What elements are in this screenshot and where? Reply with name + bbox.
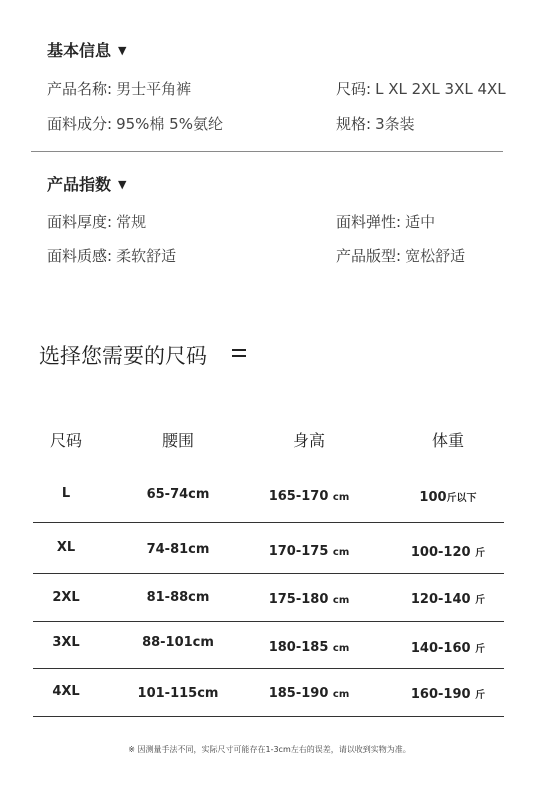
size-chart-heading: 选择您需要的尺码 — [39, 344, 207, 368]
weight-range: 100-120 — [410, 545, 471, 560]
cell-height — [249, 640, 369, 655]
product-name-label: 产品名称: — [47, 80, 113, 98]
cell-waist: 65-74cm — [146, 487, 210, 502]
thickness-attr — [47, 211, 146, 232]
row-divider — [33, 522, 504, 523]
triangle-down-icon: ▼ — [118, 178, 127, 191]
product-index-title-text: 产品指数 — [47, 175, 112, 194]
cell-height — [249, 686, 369, 701]
cell-height — [249, 544, 369, 559]
height-range: 165-170 — [268, 489, 329, 504]
weight-range: 120-140 — [410, 592, 471, 607]
height-unit: cm — [332, 547, 350, 558]
row-divider — [33, 573, 504, 574]
thickness-label: 面料厚度: — [47, 213, 113, 231]
material-label: 面料成分: — [47, 115, 113, 133]
cell-size: XL — [56, 540, 76, 555]
spec-label: 规格: — [336, 115, 372, 133]
basic-info-title-text: 基本信息 — [47, 41, 112, 60]
cell-waist: 81-88cm — [146, 590, 210, 605]
height-unit: cm — [332, 643, 350, 654]
cell-size: 2XL — [52, 590, 80, 605]
row-divider — [33, 716, 504, 717]
fit-label: 产品版型: — [336, 247, 402, 265]
cell-weight — [388, 489, 508, 505]
cell-weight — [388, 544, 508, 560]
material-attr — [47, 113, 223, 134]
elasticity-attr — [336, 211, 435, 232]
thickness-value: 常规 — [116, 213, 147, 231]
product-name-value: 男士平角裤 — [116, 80, 192, 98]
cell-waist: 101-115cm — [137, 686, 219, 701]
weight-range: 140-160 — [410, 641, 471, 656]
triangle-down-icon: ▼ — [118, 44, 127, 57]
texture-attr — [47, 245, 176, 266]
spec-value: 3条装 — [375, 115, 415, 133]
weight-unit: 斤以下 — [446, 493, 477, 504]
material-value: 95%棉 5%氨纶 — [116, 115, 223, 133]
texture-label: 面料质感: — [47, 247, 113, 265]
weight-unit: 斤 — [475, 690, 486, 701]
cell-weight — [388, 591, 508, 607]
cell-size: L — [61, 486, 71, 501]
weight-range: 100 — [419, 490, 447, 505]
product-index-title — [47, 172, 126, 195]
header-weight: 体重 — [431, 431, 464, 450]
footnote: ※ 因测量手法不同，实际尺寸可能存在1-3cm左右的误差，请以收到实物为准。 — [128, 745, 411, 754]
cell-size: 4XL — [52, 684, 80, 699]
height-range: 175-180 — [268, 592, 329, 607]
weight-range: 160-190 — [410, 687, 471, 702]
height-range: 185-190 — [268, 686, 329, 701]
header-height: 身高 — [292, 431, 325, 450]
elasticity-label: 面料弹性: — [336, 213, 402, 231]
cell-waist: 88-101cm — [142, 635, 214, 650]
size-value: L XL 2XL 3XL 4XL — [375, 80, 506, 98]
size-label: 尺码: — [336, 80, 372, 98]
height-unit: cm — [332, 689, 350, 700]
height-unit: cm — [332, 595, 350, 606]
cell-height — [249, 592, 369, 607]
elasticity-value: 适中 — [405, 213, 436, 231]
cell-height — [249, 489, 369, 504]
cell-weight — [388, 686, 508, 702]
fit-value: 宽松舒适 — [405, 247, 466, 265]
height-range: 180-185 — [268, 640, 329, 655]
row-divider — [33, 621, 504, 622]
texture-value: 柔软舒适 — [116, 247, 177, 265]
row-divider — [33, 668, 504, 669]
weight-unit: 斤 — [475, 548, 486, 559]
basic-info-title — [47, 38, 126, 61]
section-divider — [31, 151, 503, 152]
header-waist: 腰围 — [161, 431, 194, 450]
weight-unit: 斤 — [475, 595, 486, 606]
fit-attr — [336, 245, 465, 266]
cell-weight — [388, 640, 508, 656]
size-attr — [336, 78, 506, 99]
menu-icon — [232, 349, 246, 359]
weight-unit: 斤 — [475, 644, 486, 655]
height-unit: cm — [332, 492, 350, 503]
height-range: 170-175 — [268, 544, 329, 559]
header-size: 尺码 — [49, 431, 82, 450]
cell-size: 3XL — [52, 635, 80, 650]
product-name-attr — [47, 78, 191, 99]
cell-waist: 74-81cm — [146, 542, 210, 557]
spec-attr — [336, 113, 415, 134]
